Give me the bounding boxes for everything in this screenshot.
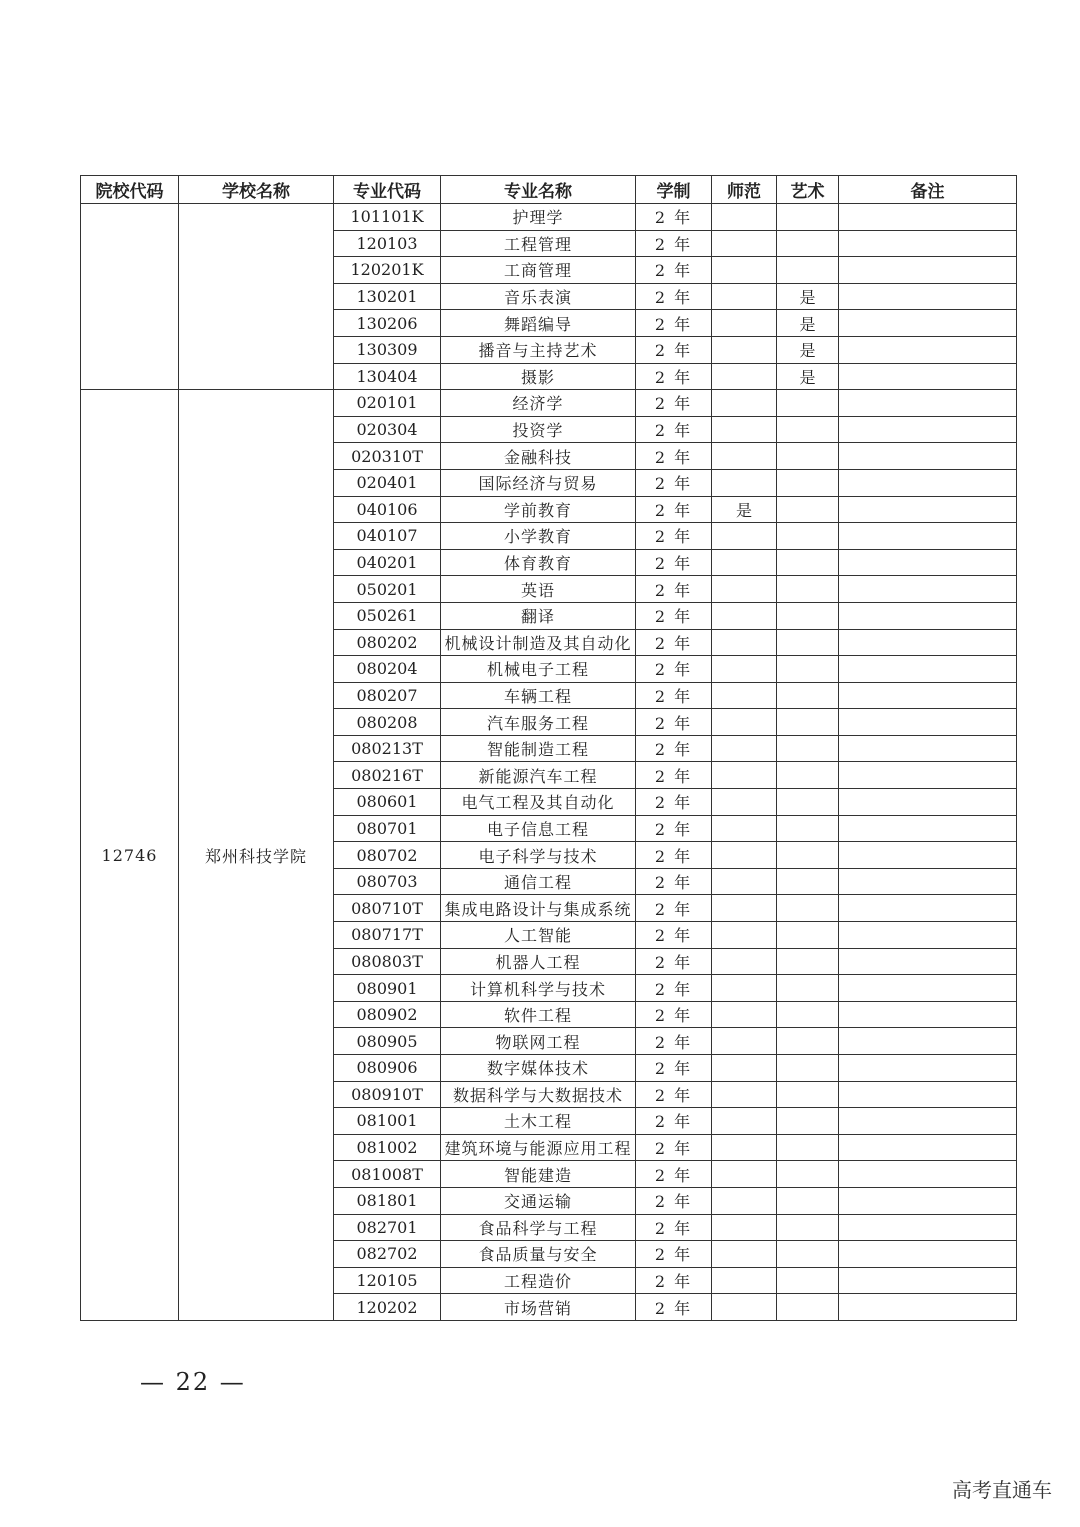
art-cell [777, 469, 839, 496]
majors-table [80, 175, 1017, 1321]
note-cell [839, 576, 1017, 603]
normal-cell [712, 842, 777, 869]
duration-cell: 2 年 [636, 789, 712, 816]
note-cell [839, 762, 1017, 789]
note-cell [839, 656, 1017, 683]
art-cell [777, 416, 839, 443]
major-name-cell: 汽车服务工程 [441, 709, 636, 736]
normal-cell [712, 1241, 777, 1268]
major-code-cell: 080701 [334, 815, 441, 842]
major-name-cell: 音乐表演 [441, 283, 636, 310]
major-code-cell: 020310T [334, 443, 441, 470]
note-cell [839, 1081, 1017, 1108]
duration-cell: 2 年 [636, 1294, 712, 1321]
table-row [81, 204, 1017, 231]
duration-cell: 2 年 [636, 868, 712, 895]
art-cell [777, 762, 839, 789]
normal-cell [712, 1081, 777, 1108]
normal-cell [712, 762, 777, 789]
note-cell [839, 922, 1017, 949]
normal-cell [712, 1055, 777, 1082]
art-cell [777, 868, 839, 895]
art-cell [777, 629, 839, 656]
duration-cell: 2 年 [636, 842, 712, 869]
duration-cell: 2 年 [636, 523, 712, 550]
major-name-cell: 食品质量与安全 [441, 1241, 636, 1268]
art-cell [777, 842, 839, 869]
note-cell [839, 390, 1017, 417]
duration-cell: 2 年 [636, 602, 712, 629]
major-code-cell: 080601 [334, 789, 441, 816]
art-cell [777, 523, 839, 550]
duration-cell: 2 年 [636, 1187, 712, 1214]
duration-cell: 2 年 [636, 1161, 712, 1188]
normal-cell [712, 416, 777, 443]
major-code-cell: 080710T [334, 895, 441, 922]
duration-cell: 2 年 [636, 469, 712, 496]
major-code-cell: 080803T [334, 948, 441, 975]
note-cell [839, 1267, 1017, 1294]
major-code-cell: 080208 [334, 709, 441, 736]
major-code-cell: 050201 [334, 576, 441, 603]
note-cell [839, 496, 1017, 523]
normal-cell [712, 523, 777, 550]
major-code-cell: 080702 [334, 842, 441, 869]
note-cell [839, 735, 1017, 762]
note-cell [839, 1187, 1017, 1214]
normal-cell [712, 975, 777, 1002]
art-cell [777, 656, 839, 683]
major-code-cell: 080901 [334, 975, 441, 1002]
normal-cell [712, 948, 777, 975]
normal-cell [712, 1267, 777, 1294]
duration-cell: 2 年 [636, 336, 712, 363]
major-code-cell: 080213T [334, 735, 441, 762]
art-cell [777, 549, 839, 576]
note-cell [839, 230, 1017, 257]
art-cell [777, 1055, 839, 1082]
duration-cell: 2 年 [636, 390, 712, 417]
normal-cell [712, 629, 777, 656]
art-cell [777, 922, 839, 949]
major-name-cell: 工程造价 [441, 1267, 636, 1294]
duration-cell: 2 年 [636, 682, 712, 709]
major-code-cell: 130201 [334, 283, 441, 310]
major-code-cell: 130404 [334, 363, 441, 390]
normal-cell [712, 283, 777, 310]
normal-cell [712, 1294, 777, 1321]
school-name-cell [179, 204, 334, 390]
major-name-cell: 摄影 [441, 363, 636, 390]
art-cell [777, 1214, 839, 1241]
note-cell [839, 602, 1017, 629]
duration-cell: 2 年 [636, 709, 712, 736]
major-name-cell: 小学教育 [441, 523, 636, 550]
normal-cell [712, 602, 777, 629]
art-cell [777, 709, 839, 736]
major-name-cell: 学前教育 [441, 496, 636, 523]
normal-cell [712, 1214, 777, 1241]
major-name-cell: 市场营销 [441, 1294, 636, 1321]
art-cell [777, 1187, 839, 1214]
duration-cell: 2 年 [636, 1028, 712, 1055]
table-header-row [81, 176, 1017, 204]
note-cell [839, 416, 1017, 443]
major-name-cell: 电子信息工程 [441, 815, 636, 842]
art-cell [777, 895, 839, 922]
note-cell [839, 815, 1017, 842]
major-code-cell: 130206 [334, 310, 441, 337]
major-name-cell: 通信工程 [441, 868, 636, 895]
major-name-cell: 舞蹈编导 [441, 310, 636, 337]
note-cell [839, 868, 1017, 895]
note-cell [839, 1294, 1017, 1321]
normal-cell [712, 868, 777, 895]
duration-cell: 2 年 [636, 815, 712, 842]
art-cell [777, 815, 839, 842]
major-code-cell: 080207 [334, 682, 441, 709]
header-art: 艺术 [777, 176, 839, 204]
header-school-code: 院校代码 [81, 176, 179, 204]
normal-cell [712, 656, 777, 683]
major-name-cell: 智能制造工程 [441, 735, 636, 762]
header-note: 备注 [839, 176, 1017, 204]
note-cell [839, 1028, 1017, 1055]
normal-cell [712, 310, 777, 337]
art-cell [777, 735, 839, 762]
page-number: — 22 — [140, 1368, 246, 1396]
duration-cell: 2 年 [636, 895, 712, 922]
major-name-cell: 护理学 [441, 204, 636, 231]
major-code-cell: 081008T [334, 1161, 441, 1188]
major-name-cell: 机械电子工程 [441, 656, 636, 683]
major-code-cell: 081002 [334, 1134, 441, 1161]
art-cell [777, 576, 839, 603]
duration-cell: 2 年 [636, 257, 712, 284]
duration-cell: 2 年 [636, 1081, 712, 1108]
art-cell [777, 1108, 839, 1135]
major-code-cell: 080703 [334, 868, 441, 895]
normal-cell [712, 390, 777, 417]
major-code-cell: 020304 [334, 416, 441, 443]
normal-cell [712, 1028, 777, 1055]
art-cell [777, 204, 839, 231]
duration-cell: 2 年 [636, 576, 712, 603]
major-name-cell: 国际经济与贸易 [441, 469, 636, 496]
major-name-cell: 土木工程 [441, 1108, 636, 1135]
normal-cell [712, 549, 777, 576]
art-cell [777, 682, 839, 709]
duration-cell: 2 年 [636, 496, 712, 523]
art-cell [777, 443, 839, 470]
school-code-cell [81, 204, 179, 390]
major-name-cell: 交通运输 [441, 1187, 636, 1214]
major-code-cell: 080216T [334, 762, 441, 789]
major-name-cell: 计算机科学与技术 [441, 975, 636, 1002]
major-name-cell: 工程管理 [441, 230, 636, 257]
major-code-cell: 120103 [334, 230, 441, 257]
normal-cell [712, 257, 777, 284]
normal-cell [712, 336, 777, 363]
art-cell [777, 602, 839, 629]
normal-cell [712, 922, 777, 949]
art-cell: 是 [777, 310, 839, 337]
art-cell: 是 [777, 336, 839, 363]
note-cell [839, 363, 1017, 390]
note-cell [839, 842, 1017, 869]
major-code-cell: 040201 [334, 549, 441, 576]
art-cell [777, 496, 839, 523]
note-cell [839, 336, 1017, 363]
duration-cell: 2 年 [636, 1134, 712, 1161]
normal-cell [712, 1134, 777, 1161]
duration-cell: 2 年 [636, 922, 712, 949]
note-cell [839, 549, 1017, 576]
note-cell [839, 204, 1017, 231]
note-cell [839, 1161, 1017, 1188]
note-cell [839, 443, 1017, 470]
major-code-cell: 080905 [334, 1028, 441, 1055]
art-cell [777, 1241, 839, 1268]
note-cell [839, 257, 1017, 284]
note-cell [839, 523, 1017, 550]
major-name-cell: 投资学 [441, 416, 636, 443]
major-code-cell: 080910T [334, 1081, 441, 1108]
note-cell [839, 629, 1017, 656]
header-major-code: 专业代码 [334, 176, 441, 204]
normal-cell [712, 576, 777, 603]
major-name-cell: 车辆工程 [441, 682, 636, 709]
major-code-cell: 120201K [334, 257, 441, 284]
major-name-cell: 数字媒体技术 [441, 1055, 636, 1082]
school-name-cell: 郑州科技学院 [179, 390, 334, 1321]
major-code-cell: 020101 [334, 390, 441, 417]
major-name-cell: 物联网工程 [441, 1028, 636, 1055]
note-cell [839, 1134, 1017, 1161]
major-name-cell: 机械设计制造及其自动化 [441, 629, 636, 656]
duration-cell: 2 年 [636, 735, 712, 762]
duration-cell: 2 年 [636, 1241, 712, 1268]
normal-cell [712, 709, 777, 736]
major-name-cell: 电子科学与技术 [441, 842, 636, 869]
school-code-cell: 12746 [81, 390, 179, 1321]
major-code-cell: 020401 [334, 469, 441, 496]
normal-cell [712, 735, 777, 762]
normal-cell [712, 682, 777, 709]
art-cell [777, 975, 839, 1002]
art-cell: 是 [777, 363, 839, 390]
duration-cell: 2 年 [636, 549, 712, 576]
duration-cell: 2 年 [636, 762, 712, 789]
major-name-cell: 新能源汽车工程 [441, 762, 636, 789]
duration-cell: 2 年 [636, 283, 712, 310]
normal-cell [712, 1161, 777, 1188]
note-cell [839, 975, 1017, 1002]
major-code-cell: 081001 [334, 1108, 441, 1135]
major-name-cell: 播音与主持艺术 [441, 336, 636, 363]
duration-cell: 2 年 [636, 310, 712, 337]
art-cell [777, 1001, 839, 1028]
normal-cell [712, 1001, 777, 1028]
header-school-name: 学校名称 [179, 176, 334, 204]
major-name-cell: 智能建造 [441, 1161, 636, 1188]
major-name-cell: 人工智能 [441, 922, 636, 949]
duration-cell: 2 年 [636, 1108, 712, 1135]
table-body [81, 204, 1017, 1321]
duration-cell: 2 年 [636, 1267, 712, 1294]
duration-cell: 2 年 [636, 443, 712, 470]
header-major-name: 专业名称 [441, 176, 636, 204]
duration-cell: 2 年 [636, 656, 712, 683]
duration-cell: 2 年 [636, 629, 712, 656]
note-cell [839, 310, 1017, 337]
major-code-cell: 082701 [334, 1214, 441, 1241]
major-name-cell: 机器人工程 [441, 948, 636, 975]
normal-cell [712, 230, 777, 257]
major-code-cell: 080204 [334, 656, 441, 683]
major-code-cell: 130309 [334, 336, 441, 363]
major-name-cell: 建筑环境与能源应用工程 [441, 1134, 636, 1161]
major-name-cell: 金融科技 [441, 443, 636, 470]
normal-cell [712, 443, 777, 470]
major-code-cell: 082702 [334, 1241, 441, 1268]
note-cell [839, 1108, 1017, 1135]
normal-cell [712, 469, 777, 496]
table-row [81, 390, 1017, 417]
duration-cell: 2 年 [636, 204, 712, 231]
note-cell [839, 895, 1017, 922]
duration-cell: 2 年 [636, 416, 712, 443]
art-cell: 是 [777, 283, 839, 310]
duration-cell: 2 年 [636, 230, 712, 257]
normal-cell: 是 [712, 496, 777, 523]
duration-cell: 2 年 [636, 363, 712, 390]
major-name-cell: 软件工程 [441, 1001, 636, 1028]
major-name-cell: 翻译 [441, 602, 636, 629]
major-code-cell: 081801 [334, 1187, 441, 1214]
note-cell [839, 1055, 1017, 1082]
art-cell [777, 1081, 839, 1108]
duration-cell: 2 年 [636, 1055, 712, 1082]
note-cell [839, 709, 1017, 736]
duration-cell: 2 年 [636, 975, 712, 1002]
duration-cell: 2 年 [636, 1214, 712, 1241]
major-code-cell: 040106 [334, 496, 441, 523]
note-cell [839, 469, 1017, 496]
major-name-cell: 体育教育 [441, 549, 636, 576]
major-code-cell: 040107 [334, 523, 441, 550]
art-cell [777, 1028, 839, 1055]
note-cell [839, 948, 1017, 975]
note-cell [839, 1241, 1017, 1268]
normal-cell [712, 204, 777, 231]
major-name-cell: 工商管理 [441, 257, 636, 284]
art-cell [777, 1134, 839, 1161]
header-duration: 学制 [636, 176, 712, 204]
duration-cell: 2 年 [636, 948, 712, 975]
art-cell [777, 257, 839, 284]
normal-cell [712, 815, 777, 842]
major-code-cell: 080717T [334, 922, 441, 949]
header-normal: 师范 [712, 176, 777, 204]
major-name-cell: 经济学 [441, 390, 636, 417]
major-name-cell: 英语 [441, 576, 636, 603]
note-cell [839, 789, 1017, 816]
normal-cell [712, 1187, 777, 1214]
major-name-cell: 集成电路设计与集成系统 [441, 895, 636, 922]
major-code-cell: 120202 [334, 1294, 441, 1321]
art-cell [777, 230, 839, 257]
major-name-cell: 电气工程及其自动化 [441, 789, 636, 816]
duration-cell: 2 年 [636, 1001, 712, 1028]
major-code-cell: 120105 [334, 1267, 441, 1294]
normal-cell [712, 363, 777, 390]
major-code-cell: 080202 [334, 629, 441, 656]
art-cell [777, 948, 839, 975]
note-cell [839, 283, 1017, 310]
art-cell [777, 789, 839, 816]
major-name-cell: 食品科学与工程 [441, 1214, 636, 1241]
art-cell [777, 1294, 839, 1321]
major-name-cell: 数据科学与大数据技术 [441, 1081, 636, 1108]
art-cell [777, 1161, 839, 1188]
major-code-cell: 080902 [334, 1001, 441, 1028]
art-cell [777, 390, 839, 417]
major-code-cell: 101101K [334, 204, 441, 231]
major-code-cell: 080906 [334, 1055, 441, 1082]
normal-cell [712, 789, 777, 816]
note-cell [839, 1001, 1017, 1028]
note-cell [839, 1214, 1017, 1241]
major-code-cell: 050261 [334, 602, 441, 629]
normal-cell [712, 1108, 777, 1135]
watermark: 高考直通车 [952, 1478, 1052, 1502]
note-cell [839, 682, 1017, 709]
normal-cell [712, 895, 777, 922]
art-cell [777, 1267, 839, 1294]
